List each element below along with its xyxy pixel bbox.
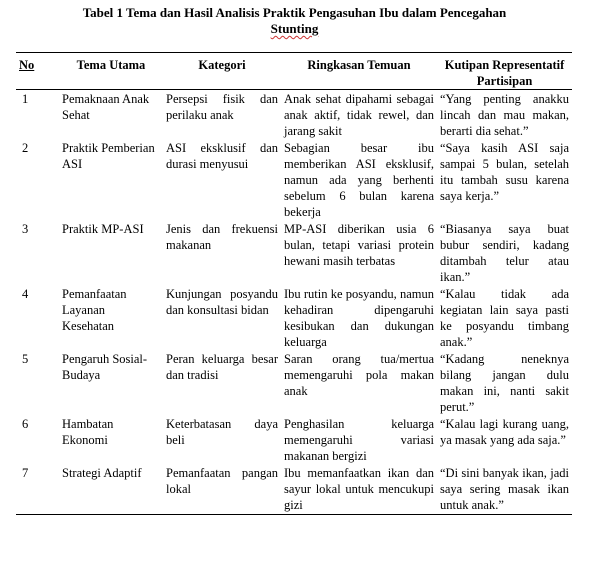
cell-kategori: Jenis dan frekuensi makanan [166,222,278,252]
table-row [16,351,572,416]
cell-ringkasan: Penghasilan keluarga memengaruhi variasi makanan bergizi [284,417,434,463]
cell-ringkasan: Sebagian besar ibu memberikan ASI eksklusif, namun ada yang berhenti sebelum 6 bulan karena bekerja [284,141,434,219]
cell-ringkasan: Ibu memanfaatkan ikan dan sayur lokal untuk mencukupi gizi [284,466,434,512]
cell-tema: Praktik MP-ASI [62,222,144,236]
cell-no: 2 [22,141,29,155]
cell-no: 1 [22,92,29,106]
cell-tema: Pemaknaan Anak Sehat [62,92,150,122]
header-no: No [19,58,35,72]
header-tema-utama: Tema Utama [76,58,146,72]
cell-tema: Hambatan Ekonomi [62,417,114,447]
table-row [16,140,572,221]
cell-tema: Praktik Pemberian ASI [62,141,155,171]
cell-kutipan: “Yang penting anakku lincah dan mau makan, berarti dia sehat.” [440,92,569,138]
caption-line-1: Tabel 1 Tema dan Hasil Analisis Praktik Pengasuhan Ibu dalam Pencegahan [82,5,507,20]
cell-kutipan: “Kalau lagi kurang uang, ya masak yang ada saja.” [440,417,569,447]
cell-ringkasan: Anak sehat dipahami sebagai anak aktif, tidak rewel, dan jarang sakit [284,92,434,138]
cell-kutipan: “Kalau tidak ada kegiatan lain saya pasti ke posyandu timbang anak.” [440,287,569,349]
header-ringkasan-temuan: Ringkasan Temuan [307,58,411,72]
cell-kutipan: “Kadang neneknya bilang jangan dulu makan ini, nanti sakit perut.” [440,352,569,414]
cell-ringkasan: MP-ASI diberikan usia 6 bulan, tetapi variasi protein hewani masih terbatas [284,222,434,268]
table-caption [0,5,589,37]
cell-ringkasan: Ibu rutin ke posyandu, namun kehadiran dipengaruhi kesibukan dan dukungan keluarga [284,287,434,349]
table-row [16,286,572,351]
cell-ringkasan: Saran orang tua/mertua memengaruhi pola makan anak [284,352,434,398]
cell-kategori: Persepsi fisik dan perilaku anak [166,92,278,122]
cell-kutipan: “Biasanya saya buat bubur sendiri, kadang ditambah telur atau ikan.” [440,222,569,284]
table-row [16,465,572,515]
cell-kategori: Kunjungan posyandu dan konsultasi bidan [166,287,278,317]
cell-no: 6 [22,417,29,431]
table-row [16,90,572,141]
cell-no: 7 [22,466,29,480]
cell-no: 3 [22,222,29,236]
cell-kategori: ASI eksklusif dan durasi menyusui [166,141,278,171]
cell-kutipan: “Saya kasih ASI saja sampai 5 bulan, setelah itu tambah susu karena saya kerja.” [440,141,569,203]
cell-no: 4 [22,287,29,301]
cell-kutipan: “Di sini banyak ikan, jadi saya sering masak ikan untuk anak.” [440,466,569,512]
header-kategori: Kategori [198,58,246,72]
cell-kategori: Peran keluarga besar dan tradisi [166,352,278,382]
findings-table [16,52,572,515]
cell-tema: Pemanfaatan Layanan Kesehatan [62,287,127,333]
header-kutipan: Kutipan Representatif Partisipan [444,58,565,88]
cell-tema: Pengaruh Sosial-Budaya [62,352,148,382]
table-header-row [16,53,572,90]
cell-no: 5 [22,352,29,366]
cell-kategori: Pemanfaatan pangan lokal [166,466,278,496]
table-row [16,221,572,286]
cell-kategori: Keterbatasan daya beli [166,417,278,447]
caption-line-2: Stunting [270,21,319,36]
table-row [16,416,572,465]
cell-tema: Strategi Adaptif [62,466,142,480]
